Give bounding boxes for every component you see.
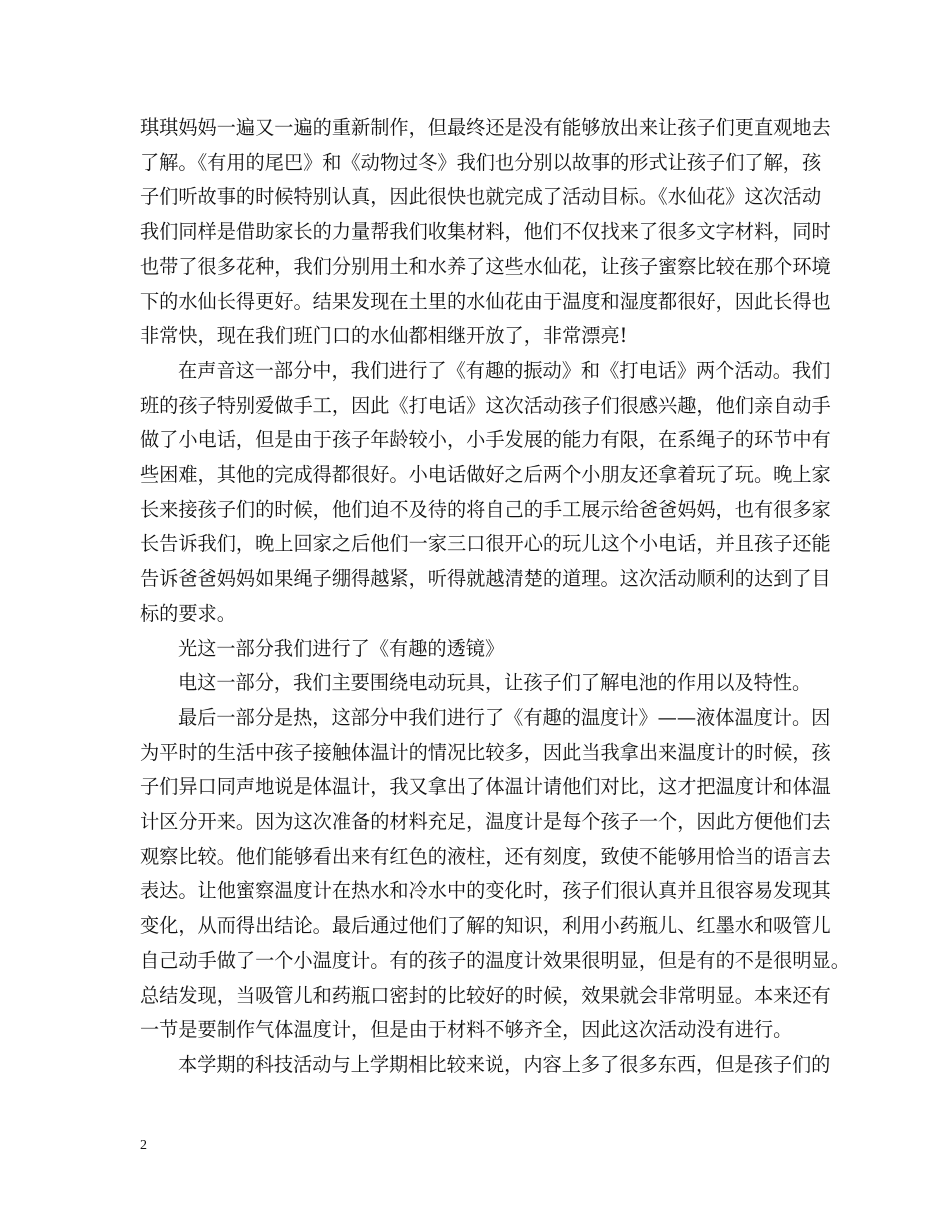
paragraph	[140, 111, 831, 354]
text-line: 计区分开来。因为这次准备的材料充足，温度计是每个孩子一个，因此方便他们去	[140, 810, 831, 834]
paragraph	[140, 632, 820, 667]
text-line: 琪琪妈妈一遍又一遍的重新制作，但最终还是没有能够放出来让孩子们更直观地去	[140, 116, 831, 139]
text-line: 做了小电话，但是由于孩子年龄较小，小手发展的能力有限，在系绳子的环节中有	[140, 428, 831, 452]
text-line: 标的要求。	[140, 601, 236, 625]
text-line: 长告诉我们，晚上回家之后他们一家三口很开心的玩儿这个小电话，并且孩子还能	[140, 532, 831, 556]
text-line: 子们听故事的时候特别认真，因此很快也就完成了活动目标。《水仙花》这次活动	[140, 185, 822, 209]
text-line: 非常快，现在我们班门口的水仙都相继开放了，非常漂亮!	[140, 324, 628, 348]
text-line: 光这一部分我们进行了《有趣的透镜》	[178, 636, 505, 660]
text-line: 告诉爸爸妈妈如果绳子绷得越紧，听得就越清楚的道理。这次活动顺利的达到了目	[140, 567, 831, 591]
paragraph	[140, 701, 850, 1048]
page-number: 2	[140, 1138, 147, 1153]
paragraph	[140, 354, 831, 632]
text-line: 在声音这一部分中，我们进行了《有趣的振动》和《打电话》两个活动。我们	[178, 358, 831, 382]
text-line: 长来接孩子们的时候，他们迫不及待的将自己的手工展示给爸爸妈妈，也有很多家	[140, 497, 831, 521]
text-line: 总结发现，当吸管儿和药瓶口密封的比较好的时候，效果就会非常明显。本来还有	[140, 983, 831, 1007]
text-line: 表达。让他蜜察温度计在热水和冷水中的变化时，孩子们很认真并且很容易发现其	[140, 879, 831, 903]
text-line: 电这一部分，我们主要围绕电动玩具，让孩子们了解电池的作用以及特性。	[178, 671, 812, 695]
text-line: 本学期的科技活动与上学期相比较来说，内容上多了很多东西，但是孩子们的	[178, 1052, 831, 1076]
paragraph	[140, 666, 820, 701]
text-line: 自己动手做了一个小温度计。有的孩子的温度计效果很明显，但是有的不是很明显。	[140, 948, 850, 972]
text-line: 一节是要制作气体温度计，但是由于材料不够齐全，因此这次活动没有进行。	[140, 1018, 793, 1042]
text-line: 我们同样是借助家长的力量帮我们收集材料，他们不仅找来了很多文字材料，同时	[140, 220, 831, 244]
text-line: 为平时的生活中孩子接触体温计的情况比较多，因此当我拿出来温度计的时候，孩	[140, 740, 831, 764]
text-line: 也带了很多花种，我们分别用土和水养了这些水仙花，让孩子蜜察比较在那个环境	[140, 254, 831, 278]
text-line: 变化，从而得出结论。最后通过他们了解的知识，利用小药瓶儿、红墨水和吸管儿	[140, 914, 831, 938]
text-line: 班的孩子特别爱做手工，因此《打电话》这次活动孩子们很感兴趣，他们亲自动手	[140, 393, 831, 417]
text-line: 观察比较。他们能够看出来有红色的液柱，还有刻度，致使不能够用恰当的语言去	[140, 844, 831, 868]
text-line: 子们异口同声地说是体温计，我又拿出了体温计请他们对比，这才把温度计和体温	[140, 775, 831, 799]
text-line: 最后一部分是热，这部分中我们进行了《有趣的温度计》——液体温度计。因	[178, 705, 831, 729]
paragraph	[140, 1048, 831, 1083]
text-line: 下的水仙长得更好。结果发现在土里的水仙花由于温度和湿度都很好，因此长得也	[140, 289, 831, 313]
text-line: 些困难，其他的完成得都很好。小电话做好之后两个小朋友还拿着玩了玩。晚上家	[140, 463, 831, 487]
body-text	[140, 111, 850, 1083]
text-line: 了解。《有用的尾巴》和《动物过冬》我们也分别以故事的形式让孩子们了解，孩	[140, 150, 822, 174]
